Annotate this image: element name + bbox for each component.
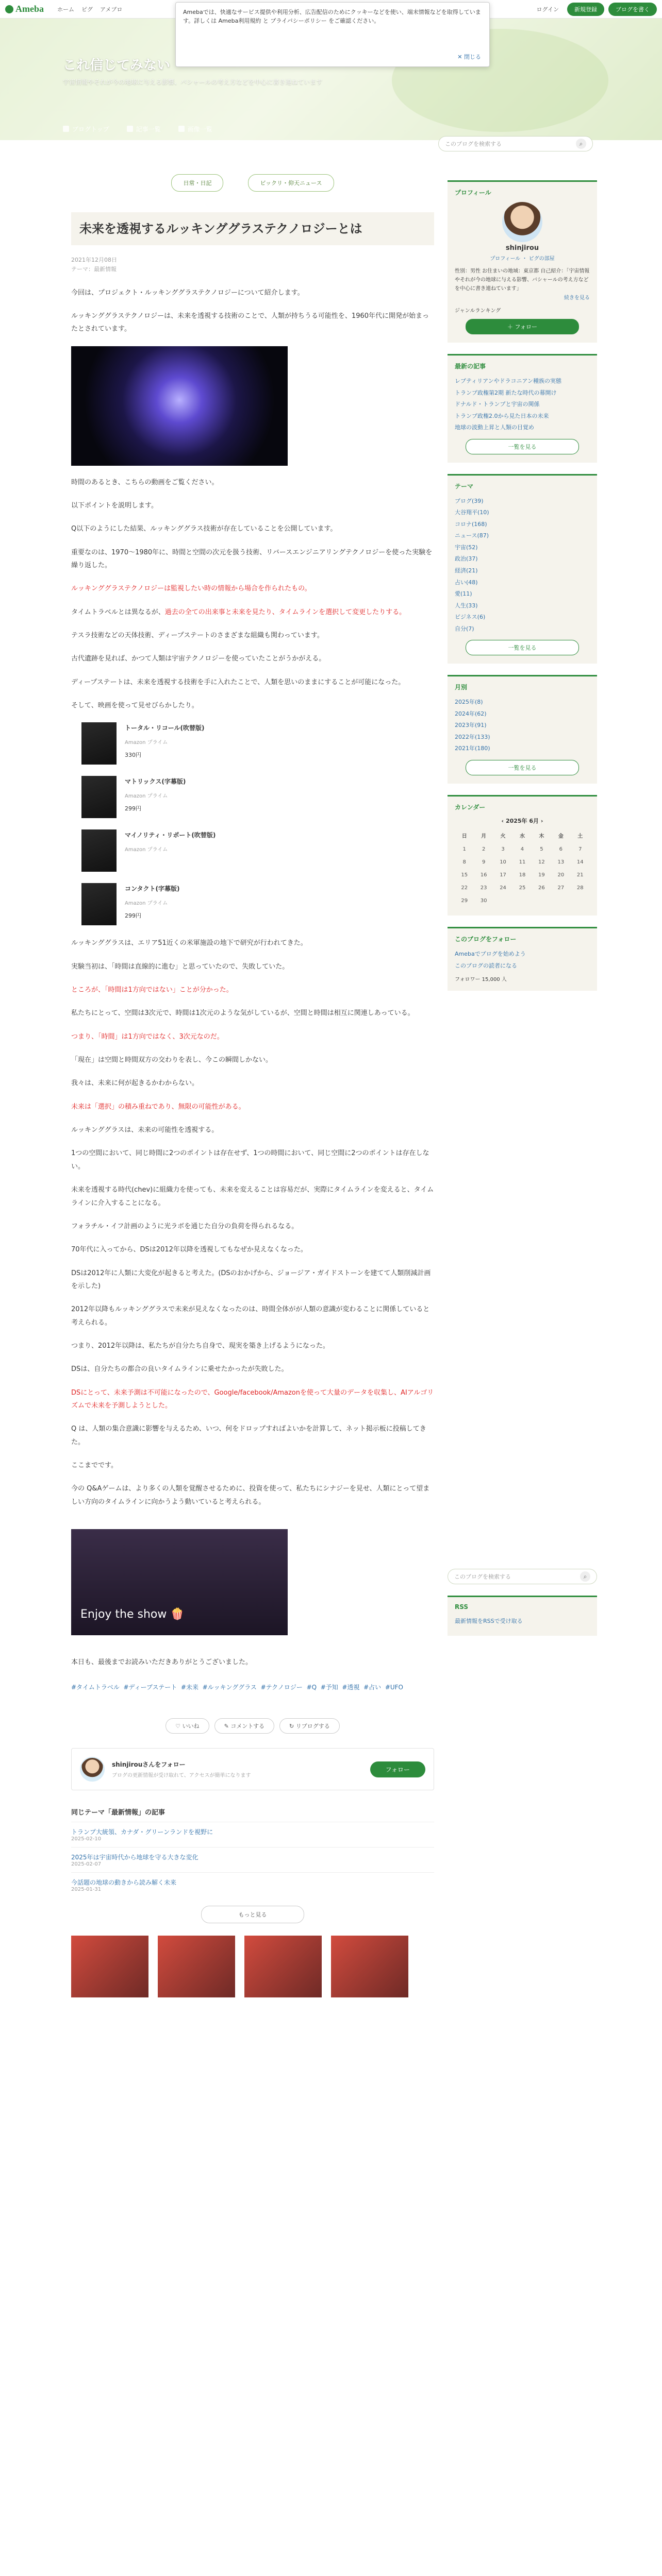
paragraph: 本日も、最後までお読みいただきありがとうございました。 bbox=[71, 1658, 253, 1667]
hashtag-link[interactable]: #透視 bbox=[342, 1684, 360, 1691]
paragraph: 我々は、未来に何が起きるかわからない。 bbox=[71, 1079, 199, 1088]
like-label: いいね bbox=[182, 1723, 200, 1730]
profile-box bbox=[448, 180, 597, 343]
product-label: Amazon プライム bbox=[125, 846, 168, 853]
profile-text: 性別：男性 お住まいの地域：東京都 自己紹介：「宇宙情報やそれが今の地球に与える影響、バシャールの考え方などを中心に書き連ねています」 bbox=[455, 268, 590, 292]
article-meta bbox=[71, 256, 434, 274]
product-title: トータル・リコール(吹替版) bbox=[125, 724, 205, 732]
related-date: 2025-01-31 bbox=[71, 1887, 102, 1893]
calendar-day[interactable]: 3 bbox=[501, 846, 505, 853]
paragraph: テスラ技術などの天体技術、ディープステートのさまざまな組織も関わっています。 bbox=[71, 632, 324, 640]
hashtag-link[interactable]: #ルッキンググラス bbox=[202, 1684, 257, 1691]
theme-heading: テーマ bbox=[455, 482, 474, 490]
blog-description: 宇宙情報やそれが今の地球に与える影響、バシャールの考え方などを中心に書き連ねています bbox=[63, 78, 323, 86]
calendar-day[interactable]: 10 bbox=[500, 859, 506, 866]
article-body bbox=[71, 286, 434, 1669]
calendar-day[interactable]: 27 bbox=[557, 885, 565, 891]
theme-link[interactable]: 経済(21) bbox=[455, 567, 478, 574]
hashtag-link[interactable]: #UFO bbox=[385, 1684, 403, 1691]
hashtag-link[interactable]: #テクノロジー bbox=[260, 1684, 303, 1691]
archive-more-button[interactable]: 一覧を見る bbox=[466, 760, 579, 775]
nav-label: 画像一覧 bbox=[187, 125, 212, 133]
image-thumbnails bbox=[71, 1936, 434, 1997]
archive-link[interactable]: 2022年(133) bbox=[455, 733, 490, 740]
hashtag-link[interactable]: #未来 bbox=[180, 1684, 198, 1691]
comment-button[interactable]: ✎ コメントする bbox=[214, 1718, 274, 1734]
calendar-day[interactable]: 9 bbox=[482, 859, 486, 866]
paragraph: DSは、自分たちの都合の良いタイムラインに乗せたかったが失敗した。 bbox=[71, 1365, 288, 1374]
theme-link[interactable]: 占い(48) bbox=[455, 579, 478, 586]
calendar-day[interactable]: 30 bbox=[480, 898, 487, 904]
hashtag-link[interactable]: #占い bbox=[363, 1684, 382, 1691]
calendar-table bbox=[455, 828, 590, 907]
calendar-day[interactable] bbox=[493, 894, 512, 907]
article-header bbox=[71, 212, 434, 245]
theme-link[interactable]: 自分(7) bbox=[455, 625, 474, 632]
related-date: 2025-02-07 bbox=[71, 1861, 102, 1868]
paragraph-highlight: ところが、「時間は1方向ではない」ことが分かった。 bbox=[71, 986, 233, 994]
follower-count: フォロワー 15,000 人 bbox=[455, 977, 507, 983]
calendar-day[interactable] bbox=[571, 894, 590, 907]
product-card[interactable] bbox=[81, 776, 434, 818]
paragraph: Q以下のようにした結果、ルッキンググラス技術が存在していることを公開しています。 bbox=[71, 525, 337, 533]
paragraph: DSは2012年に人類に大変化が起きると考えた。(DSのおかげから、ジョージア・ガイドストーンを建てて人類削減計画を示した) bbox=[71, 1269, 431, 1290]
theme-link[interactable]: 人生(33) bbox=[455, 602, 478, 609]
weekday: 月 bbox=[481, 834, 487, 840]
article-date: 2021年12月08日 bbox=[71, 257, 117, 264]
related-articles bbox=[71, 1807, 434, 1923]
follow-blog-box bbox=[448, 927, 597, 991]
product-card[interactable] bbox=[81, 829, 434, 872]
theme-link[interactable]: コロナ(168) bbox=[455, 520, 487, 528]
nav-home[interactable]: ホーム bbox=[57, 6, 74, 13]
paragraph: 70年代に入ってから、DSは2012年以降を透視してもなぜか見えなくなった。 bbox=[71, 1246, 307, 1254]
follow-card bbox=[71, 1748, 434, 1790]
text-span: タイムトラベルとは異なるが、 bbox=[71, 608, 165, 616]
top-right-actions bbox=[533, 3, 657, 16]
product-price: 299円 bbox=[125, 912, 141, 920]
rss-box bbox=[448, 1596, 597, 1636]
paragraph-highlight: DSにとって、未来予測は不可能になったので、Google/facebook/Amazonを使って大量のデータを収集し、AIアルゴリズムで未来を予測しようとした。 bbox=[71, 1388, 434, 1410]
follow-link[interactable]: Amebaでブログを始めよう bbox=[455, 951, 526, 958]
sidebar bbox=[448, 180, 597, 1647]
weekday: 水 bbox=[519, 834, 525, 840]
paragraph: 1つの空間において、同じ時間に2つのポイントは存在せず、1つの時間において、同じ空間に2つのポイントは存在しない。 bbox=[71, 1149, 429, 1171]
hashtag-link[interactable]: #予知 bbox=[320, 1684, 338, 1691]
calendar-day[interactable]: 16 bbox=[480, 872, 487, 878]
paragraph: 時間のあるとき、こちらの動画をご覧ください。 bbox=[71, 478, 219, 486]
theme-link[interactable]: 宇宙(52) bbox=[455, 544, 478, 551]
latest-more-button[interactable]: 一覧を見る bbox=[466, 439, 579, 454]
profile-link[interactable]: プロフィール bbox=[490, 256, 521, 262]
nav-pigg[interactable]: ピグ bbox=[81, 6, 93, 13]
related-title: 2025年は宇宙時代から地球を守る大きな変化 bbox=[71, 1854, 198, 1861]
cookie-close-button[interactable]: ✕ 閉じる bbox=[457, 53, 481, 60]
profile-more-link[interactable]: 続きを見る bbox=[564, 295, 590, 301]
related-more-button[interactable]: もっと見る bbox=[201, 1906, 304, 1923]
theme-link[interactable]: ニュース(87) bbox=[455, 532, 489, 539]
calendar-day[interactable]: 8 bbox=[462, 859, 466, 866]
calendar-day[interactable] bbox=[512, 894, 532, 907]
calendar-day[interactable]: 14 bbox=[576, 859, 584, 866]
cookie-notice bbox=[175, 2, 490, 67]
product-cover bbox=[81, 883, 117, 925]
calendar-day[interactable]: 21 bbox=[576, 872, 584, 878]
list-icon bbox=[127, 126, 133, 132]
paragraph: 実験当初は、「時間は直線的に進む」と思っていたので、失敗していた。 bbox=[71, 962, 289, 971]
write-blog-button[interactable]: ブログを書く bbox=[608, 3, 657, 16]
product-label: Amazon プライム bbox=[125, 900, 168, 906]
theme-link[interactable]: 愛(11) bbox=[455, 590, 472, 598]
follow-note: ブログの更新情報が受け取れて、アクセスが簡単になります bbox=[112, 1773, 251, 1779]
nav-images[interactable] bbox=[178, 125, 212, 133]
sidebar-search-input[interactable] bbox=[448, 1569, 597, 1584]
thumbnail[interactable] bbox=[71, 1936, 148, 1997]
ranking-label[interactable]: ジャンルランキング bbox=[455, 308, 501, 314]
archive-link[interactable]: 2023年(91) bbox=[455, 722, 487, 729]
product-title: マイノリティ・リポート(吹替版) bbox=[125, 832, 216, 839]
paragraph: ルッキンググラステクノロジーは、未来を透視する技術のことで、人類が持ちうる可能性を、1960年代に開発が始まったとされています。 bbox=[71, 312, 429, 333]
paragraph: ルッキンググラスは、未来の可能性を透視する。 bbox=[71, 1126, 219, 1134]
theme-link[interactable]: ブログ(39) bbox=[455, 497, 484, 504]
ameba-logo-icon bbox=[5, 5, 13, 13]
latest-heading: 最新の記事 bbox=[455, 363, 486, 370]
paragraph: 古代遺跡を見れば、かつて人類は宇宙テクノロジーを使っていたことがうかがえる。 bbox=[71, 655, 326, 663]
blog-title[interactable]: これ信じてみない bbox=[63, 58, 171, 73]
search-placeholder: このブログを検索する bbox=[445, 141, 502, 147]
paragraph: 今回は、プロジェクト・ルッキンググラステクノロジーについて紹介します。 bbox=[71, 289, 304, 297]
paragraph: 2012年以降もルッキンググラスで未来が見えなくなったのは、時間全体がが人類の意識が変わることに関係していると考えられる。 bbox=[71, 1306, 430, 1327]
sidebar-follow-button[interactable]: ＋ フォロー bbox=[466, 319, 579, 334]
search-icon[interactable]: ⌕ bbox=[576, 139, 586, 149]
search-placeholder: このブログを検索する bbox=[454, 1573, 511, 1581]
profile-heading: プロフィール bbox=[455, 189, 491, 196]
product-label: Amazon プライム bbox=[125, 739, 168, 745]
calendar-day[interactable]: 24 bbox=[500, 885, 506, 891]
archive-heading: 月別 bbox=[455, 684, 468, 691]
theme-link[interactable]: 大谷翔平(10) bbox=[455, 509, 489, 516]
paragraph: 重要なのは、1970〜1980年に、時間と空間の次元を扱う技術、リバースエンジニアリングテクノロジーを使った実験を繰り返した。 bbox=[71, 548, 433, 569]
text-highlight: 過去の全ての出来事と未来を見たり、タイムラインを選択して変更したりする。 bbox=[164, 608, 406, 616]
like-button[interactable]: ♡ いいね bbox=[166, 1718, 209, 1734]
related-heading: 同じテーマ「最新情報」の記事 bbox=[71, 1809, 166, 1817]
thumbnail[interactable] bbox=[244, 1936, 322, 1997]
latest-articles-box bbox=[448, 354, 597, 463]
category-pill[interactable]: 日常・日記 bbox=[171, 174, 223, 192]
related-item[interactable] bbox=[71, 1822, 434, 1847]
product-cover bbox=[81, 776, 117, 818]
signup-button[interactable]: 新規登録 bbox=[567, 3, 604, 16]
blog-search-input[interactable] bbox=[438, 136, 593, 151]
related-item[interactable] bbox=[71, 1872, 434, 1897]
product-cover bbox=[81, 722, 117, 765]
sidebar-spacer bbox=[448, 1002, 597, 1569]
latest-link[interactable]: ドナルド・トランプと宇宙の関係 bbox=[455, 401, 540, 408]
paragraph: Q は、人類の集合意識に影響を与えるため、いつ、何をドロップすればよいかを計算して、ネット掲示板に投稿してきた。 bbox=[71, 1425, 426, 1446]
follow-link[interactable]: このブログの読者になる bbox=[455, 962, 517, 969]
nav-ameblo[interactable]: アメブロ bbox=[100, 6, 123, 13]
calendar-day[interactable]: 22 bbox=[461, 885, 468, 891]
top-nav bbox=[57, 5, 122, 13]
calendar-day[interactable]: 18 bbox=[519, 872, 526, 878]
product-label: Amazon プライム bbox=[125, 793, 168, 799]
calendar-month-label: 2025年 6月 bbox=[505, 818, 539, 825]
related-item[interactable] bbox=[71, 1847, 434, 1872]
hashtag-link[interactable]: #Q bbox=[306, 1684, 317, 1691]
home-icon bbox=[63, 126, 69, 132]
rss-label: RSS bbox=[455, 1603, 468, 1611]
calendar-month bbox=[455, 817, 590, 825]
cookie-close-label: 閉じる bbox=[464, 53, 481, 60]
theme-box bbox=[448, 474, 597, 664]
weekday: 火 bbox=[500, 834, 506, 840]
theme-link[interactable]: ビジネス(6) bbox=[455, 614, 486, 621]
paragraph-highlight: つまり、「時間」は1方向ではなく、3次元なのだ。 bbox=[71, 1032, 224, 1041]
pigg-room-link[interactable]: ピグの部屋 bbox=[528, 256, 555, 262]
calendar-day[interactable]: 25 bbox=[519, 885, 526, 891]
calendar-day[interactable]: 17 bbox=[500, 872, 506, 878]
latest-link[interactable]: トランプ政権2.0から見た日本の未来 bbox=[455, 412, 549, 419]
thumbnail[interactable] bbox=[158, 1936, 235, 1997]
logo-text: Ameba bbox=[15, 4, 44, 14]
archive-link[interactable]: 2024年(62) bbox=[455, 710, 487, 717]
nav-label: ブログトップ bbox=[72, 125, 109, 133]
paragraph: 今の Q&Aゲームは、より多くの人類を覚醒させるために、投資を使って、私たちにシナジーを見せ、人類にとって望ましい方向のタイムラインに向かうよう動いていると考えられる。 bbox=[71, 1485, 430, 1506]
follow-heading: このブログをフォロー bbox=[455, 936, 517, 943]
archive-link[interactable]: 2025年(8) bbox=[455, 699, 483, 706]
nav-articles[interactable] bbox=[127, 125, 161, 133]
calendar-day[interactable]: 11 bbox=[519, 859, 526, 866]
category-pill[interactable]: ビックリ・仰天ニュース bbox=[248, 174, 334, 192]
theme-link[interactable]: 政治(37) bbox=[455, 555, 478, 563]
login-link[interactable]: ログイン bbox=[536, 6, 559, 13]
search-icon[interactable]: ⌕ bbox=[580, 1571, 590, 1582]
calendar-day[interactable]: 29 bbox=[461, 898, 468, 904]
product-title: マトリックス(字幕版) bbox=[125, 778, 186, 786]
archive-box bbox=[448, 675, 597, 784]
calendar-heading: カレンダー bbox=[455, 804, 486, 811]
calendar-day[interactable]: 28 bbox=[576, 885, 584, 891]
thumbnail[interactable] bbox=[331, 1936, 408, 1997]
product-price: 330円 bbox=[125, 752, 141, 759]
product-price: 299円 bbox=[125, 805, 141, 812]
image-icon bbox=[178, 126, 185, 132]
follow-button[interactable]: フォロー bbox=[370, 1761, 425, 1777]
calendar-day[interactable]: 12 bbox=[538, 859, 545, 866]
paragraph-highlight: 未来は「選択」の積み重ねであり、無限の可能性がある。 bbox=[71, 1103, 245, 1111]
video-caption: Enjoy the show 🍿 bbox=[80, 1608, 185, 1621]
paragraph: つまり、2012年以降は、私たちが自分たち自身で、現実を築き上げるようになった。 bbox=[71, 1342, 329, 1350]
calendar-box bbox=[448, 795, 597, 916]
next-month-icon[interactable]: › bbox=[540, 818, 543, 825]
calendar-day[interactable]: 1 bbox=[462, 846, 466, 853]
article-theme[interactable]: テーマ：最新情報 bbox=[71, 265, 117, 273]
paragraph: 私たちにとって、空間は3次元で、時間は1次元のような気がしているが、空間と時間は相互に関連しあっている。 bbox=[71, 1009, 415, 1018]
calendar-day[interactable] bbox=[532, 894, 551, 907]
reblog-label: リブログする bbox=[295, 1723, 330, 1730]
comment-label: コメントする bbox=[230, 1723, 265, 1730]
weekday: 土 bbox=[577, 834, 583, 840]
paragraph: フォラチル・イフ計画のように光ラボを通じた自分の負荷を得られるなる。 bbox=[71, 1222, 299, 1230]
ameba-logo[interactable] bbox=[5, 4, 44, 14]
paragraph: 以下ポイントを説明します。 bbox=[71, 501, 158, 510]
weekday: 金 bbox=[558, 834, 564, 840]
reblog-button[interactable]: ↻ リブログする bbox=[279, 1718, 340, 1734]
calendar-day[interactable]: 13 bbox=[557, 859, 565, 866]
related-title: トランプ大統領、カナダ・グリーンランドを視野に bbox=[71, 1828, 213, 1836]
calendar-day[interactable]: 5 bbox=[540, 846, 543, 853]
avatar[interactable] bbox=[80, 1757, 105, 1782]
calendar-day[interactable]: 4 bbox=[520, 846, 524, 853]
main-column bbox=[63, 160, 442, 1997]
latest-link[interactable]: 地球の波動上昇と人類の目覚め bbox=[455, 424, 534, 431]
nav-blog-top[interactable] bbox=[63, 125, 109, 133]
paragraph: ルッキンググラスは、エリア51近くの米軍施設の地下で研究が行われてきた。 bbox=[71, 939, 307, 947]
calendar-day[interactable]: 6 bbox=[559, 846, 562, 853]
cookie-text: Amebaでは、快適なサービス提供や利用分析、広告配信のためにクッキーなどを使い、端末情報などを取得しています。詳しくは Ameba利用規約 と プライバシーポリシー をご確認ください。 bbox=[183, 9, 481, 25]
nav-label: 記事一覧 bbox=[136, 125, 161, 133]
profile-links: プロフィール ・ ピグの部屋 bbox=[490, 256, 555, 262]
hashtag-list bbox=[71, 1681, 434, 1693]
product-card[interactable] bbox=[81, 883, 434, 925]
calendar-day[interactable]: 23 bbox=[480, 885, 487, 891]
rss-link[interactable]: 最新情報をRSSで受け取る bbox=[455, 1618, 523, 1625]
product-cover bbox=[81, 829, 117, 872]
paragraph: ディープステートは、未来を透視する技術を手に入れたことで、人類を思いのままにすることが可能になった。 bbox=[71, 678, 405, 686]
article-video-thumbnail[interactable] bbox=[71, 346, 288, 466]
calendar-day[interactable]: 19 bbox=[538, 872, 545, 878]
calendar-day[interactable]: 2 bbox=[482, 846, 486, 853]
product-card[interactable] bbox=[81, 722, 434, 765]
paragraph: 未来を透視する時代(chev)に組織力を使っても、未来を変えることは容易だが、実際にタイムラインを変えると、タイムラインに介入することになる。 bbox=[71, 1186, 434, 1207]
article-title[interactable]: 未来を透視するルッキンググラステクノロジーとは bbox=[79, 222, 362, 236]
product-title: コンタクト(字幕版) bbox=[125, 885, 180, 893]
calendar-day[interactable]: 15 bbox=[461, 872, 468, 878]
paragraph bbox=[71, 606, 434, 619]
category-pills bbox=[63, 174, 442, 192]
hashtag-link[interactable]: #タイムトラベル bbox=[71, 1684, 120, 1691]
calendar-day[interactable]: 20 bbox=[557, 872, 565, 878]
embedded-video[interactable] bbox=[71, 1529, 288, 1635]
latest-link[interactable]: レプティリアンやドラコニアン種族の実態 bbox=[455, 378, 562, 384]
related-title: 今話題の地球の動きから読み解く未来 bbox=[71, 1879, 177, 1887]
related-date: 2025-02-10 bbox=[71, 1836, 102, 1842]
themes-more-button[interactable]: 一覧を見る bbox=[466, 640, 579, 655]
calendar-day[interactable]: 26 bbox=[538, 885, 545, 891]
hashtag-link[interactable]: #ディープステート bbox=[123, 1684, 177, 1691]
calendar-day[interactable] bbox=[551, 894, 570, 907]
prev-month-icon[interactable]: ‹ bbox=[501, 818, 504, 825]
paragraph-highlight: ルッキンググラステクノロジーは監視したい時の情報から場合を作られたもの。 bbox=[71, 585, 311, 593]
paragraph: そして、映画を使って見せびらかしたり。 bbox=[71, 702, 198, 710]
latest-link[interactable]: トランプ政権第2期 新たな時代の幕開け bbox=[455, 389, 557, 396]
paragraph: 「現在」は空間と時間双方の交わりを表し、今この瞬間しかない。 bbox=[71, 1056, 273, 1064]
weekday: 日 bbox=[461, 834, 467, 840]
follow-name: shinjirouさんをフォロー bbox=[112, 1761, 186, 1769]
paragraph: ここまでです。 bbox=[71, 1461, 118, 1469]
profile-name[interactable]: shinjirou bbox=[505, 244, 539, 252]
weekday: 木 bbox=[539, 834, 544, 840]
reaction-buttons bbox=[63, 1718, 442, 1734]
calendar-day[interactable]: 7 bbox=[578, 846, 582, 853]
profile-avatar[interactable] bbox=[502, 202, 542, 242]
archive-link[interactable]: 2021年(180) bbox=[455, 745, 490, 752]
